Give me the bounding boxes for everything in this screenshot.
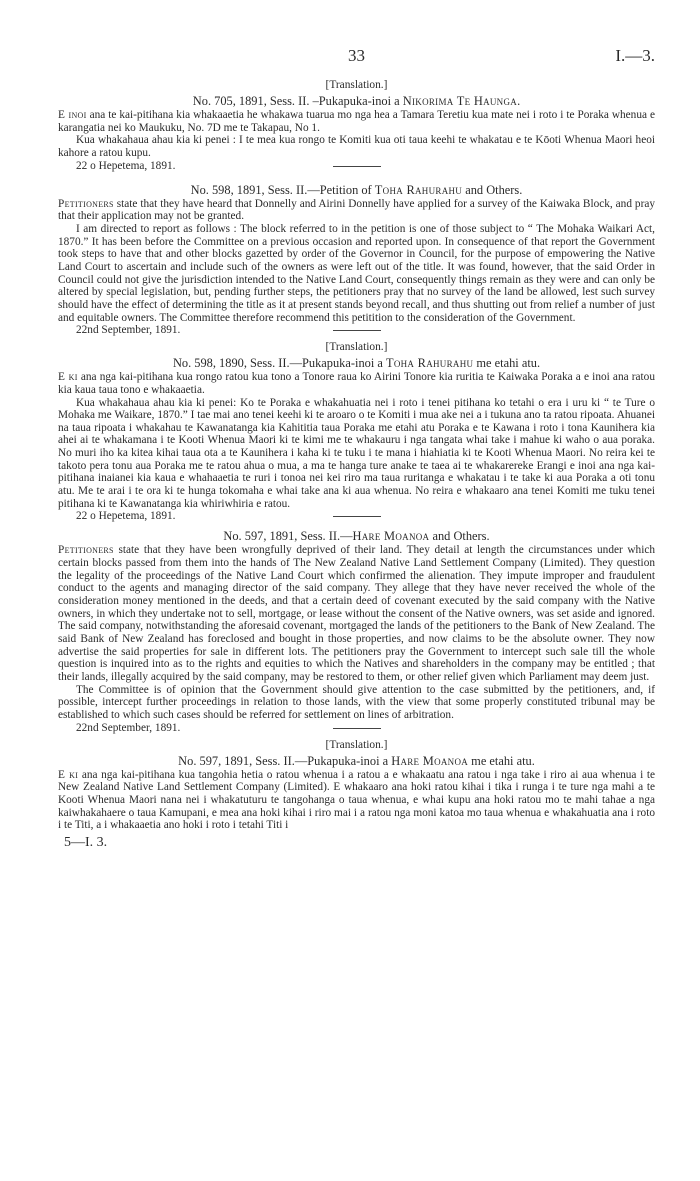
paragraph: Kua whakahaua ahau kia ki penei : I te mea kua rongo te Komiti kua oti taua keehi te whakatau e te Kōoti Whenua Maori heoi kahore a ratou kupu.: [58, 134, 655, 159]
petitioner-name: Nikorima Te Haunga: [402, 94, 518, 108]
section-598-petition: [58, 182, 655, 338]
petitioner-name: Toha Rahurahu: [385, 356, 474, 371]
page-number: 33: [348, 46, 365, 65]
page-header: [58, 46, 655, 68]
paragraph: I am directed to report as follows : The block referred to in the petition is one of those subject to “ The Mohaka Waikari Act, 1870.” It has been before the Committee on a previous occasion and reported upon. In consequence of that report the Government took steps to have that and other blocks gazetted by order of the Governor in Council, for the purpose of empowering the Native Land Court to ascertain and include such of the owners as were left out of the title. It was found, however, that the said Order in Council could not give the jurisdiction intended to the Native Land Court, consequently things remain as they were and can only be altered by special legislation, but, pending further steps, the petitioners pray that no survey of the land be allowed, lest such survey should have the effect of determining the title as it at present stands beyond recall, and thus shutting out from relief a number of just and equitable owners. The Committee therefore recommend this petitition to the consideration of the Government.: [58, 222, 655, 324]
section-divider: [333, 166, 381, 167]
date-line: 22nd September, 1891.: [76, 324, 181, 337]
paragraph: E ki ana nga kai-pitihana kua tangohia hetia o ratou whenua i a ratou a e whakaatu ana ratou i nga take i riro ai aua whenua i te New Zealand Native Land Settlement Company (Limited). E whakaaro ana hoki ratou kihai i tika i runga i te ture nga mahi a te Kooti Whenua Maori nana nei i whakatuturu te tangohanga o taua whenua, e whai kupu ana hoki ratou mo te mahi tahae a nga kaiwhakahaere o taua Kamupani, e mea ana hoki kihai i riro mai i a ratou nga moni katoa mo taua whenua e whakahuatia ana i roto i te Titi, a i whakaaetia ano hoki i roto i tetahi Titi i: [58, 768, 655, 832]
section-598-translation: [58, 340, 655, 523]
petitioner-name: Hare Moanoa: [391, 753, 469, 768]
petition-heading: No. 598, 1891, Sess. II.—Petition of Toha Rahurahu and Others.: [190, 182, 523, 197]
paragraph: The Committee is of opinion that the Government should give attention to the case submitted by the petitioners, and, if possible, intercept further proceedings in relation to those lands, with the view that some properly constituted tribunal may be established to which such cases should be referred for settlement on lines of arbitration.: [58, 683, 655, 721]
date-line: 22 o Hepetema, 1891.: [76, 159, 176, 172]
petitioner-name: Toha Rahurahu: [374, 182, 463, 197]
section-597-translation: [58, 738, 655, 832]
translation-label: [Translation.]: [325, 341, 388, 354]
paragraph: E inoi ana te kai-pitihana kia whakaaetia he whakawa tuarua mo nga hea a Tamara Teretiu kua mate nei i roto i te Poraka whenua e karangatia nei ko Maukuku, No. 7D me te Takapau, No 1.: [58, 109, 655, 134]
petition-heading: No. 597, 1891, Sess. II.—Hare Moanoa and Others.: [223, 529, 490, 544]
section-597-petition: [58, 528, 655, 734]
signature-mark: 5—I. 3.: [64, 834, 108, 850]
paragraph: E ki ana nga kai-pitihana kua rongo ratou kua tono a Tonore raua ko Airini Tonore kia ruritia te Kaiwaka Poraka a e inoi ana ratou kia kaua taua tono e whakaaetia.: [58, 371, 655, 396]
date-line: 22 o Hepetema, 1891.: [76, 510, 176, 523]
paper-reference: I.—3.: [615, 46, 655, 65]
paragraph: Petitioners state that they have heard that Donnelly and Airini Donnelly have applied for a survey of the Kaiwaka Block, and pray that their application may not be granted.: [58, 197, 655, 223]
date-line: 22nd September, 1891.: [76, 721, 181, 734]
translation-label: [Translation.]: [325, 79, 388, 91]
section-divider: [333, 516, 381, 517]
document-page: [58, 46, 655, 851]
paragraph: Kua whakahaua ahau kia ki penei: Ko te Poraka e whakahuatia nei i roto i tenei pitihana ko tetahi o era i uru ki “ te Ture o Mohaka me Waikare, 1870.” I tae mai ano tenei keehi ki te aroaro o te Komiti i mua ake nei a i tukuna ano ta ratou ripoata. Ahuanei na taua ripoata i whakahau te Kawanatanga kia Kahititia taua Poraka me etahi atu Poraka e te Kawana i roto i tona Kaunihera kia ahei ai te whakamana i te Kooti Whenua Maori ki te kimi me te whakauru i nga tangata whai take i mahue ki waho o aua poraka. No muri iho ka kitea kihai taua ota a te Kaunihera i kaha ki te tuku i te mana i hiahiatia ki te Kooti Whenua Maori. No reira kei te takoto pera tonu aua Poraka me te ratou ahua o mua, a ma te hanga ture anake te taea ai te whakarereke Erangi e inoi ana nga kai-pitihana inaianei kia kaua e whahaaetia te ruri i tonoa nei kei riro ma taua ruritanga e whakatau i te take ki aua Poraka a oti tonu atu. Me te arai i te ora ki te hunga tokomaha e whai take ana ki aua whenua. No reira e whakaaro ana tenei Komiti me tuku tenei pitihana ki te Kawanatanga kia whiriwhiria e ratou.: [58, 396, 655, 510]
petition-heading: No. 597, 1891, Sess. II.—Pukapuka-inoi a Hare Moanoa me etahi atu.: [178, 753, 535, 768]
paragraph: Petitioners state that they have been wrongfully deprived of their land. They detail at length the circumstances under which certain blocks passed from them into the hands of The New Zealand Native Land Settlement Company (Limited). They question the legality of the proceedings of the Native Land Court which confirmed the alienation. They impute improper and fraudulent conduct to the agents and managing director of the said company. They allege that they have never received the whole of the consideration money mentioned in the deeds, and that a certain deed of covenant executed by the said company with the Native owners, in which they undertake not to sell, mortgage, or lease without the consent of the Native owners, was set aside and ignored. The said company, notwithstanding the aforesaid covenant, mortgaged the lands of the petitioners to the Bank of New Zealand. The said Bank of New Zealand has foreclosed and bought in those properties, and now claims to be the absolute owner. They now advertise the said properties for sale in different lots. The petitioners pray the Government to intercept such sale till the whole question is inquired into as to the rights and equities to which the Natives and shareholders in the company may be entitled ; that their lands, illegally acquired by the said company, may be restored to them, or other relief given which Parliament may deem just.: [58, 544, 655, 683]
petition-heading: No. 598, 1890, Sess. II.—Pukapuka-inoi a Toha Rahurahu me etahi atu.: [172, 356, 541, 371]
translation-label: [Translation.]: [325, 738, 388, 751]
section-divider: [333, 728, 381, 729]
petition-heading: No. 705, 1891, Sess. II. –Pukapuka-inoi a Nikorima Te Haunga.: [192, 94, 521, 108]
section-705-translation: [58, 78, 655, 173]
section-divider: [333, 330, 381, 331]
petitioner-name: Hare Moanoa: [352, 529, 430, 544]
